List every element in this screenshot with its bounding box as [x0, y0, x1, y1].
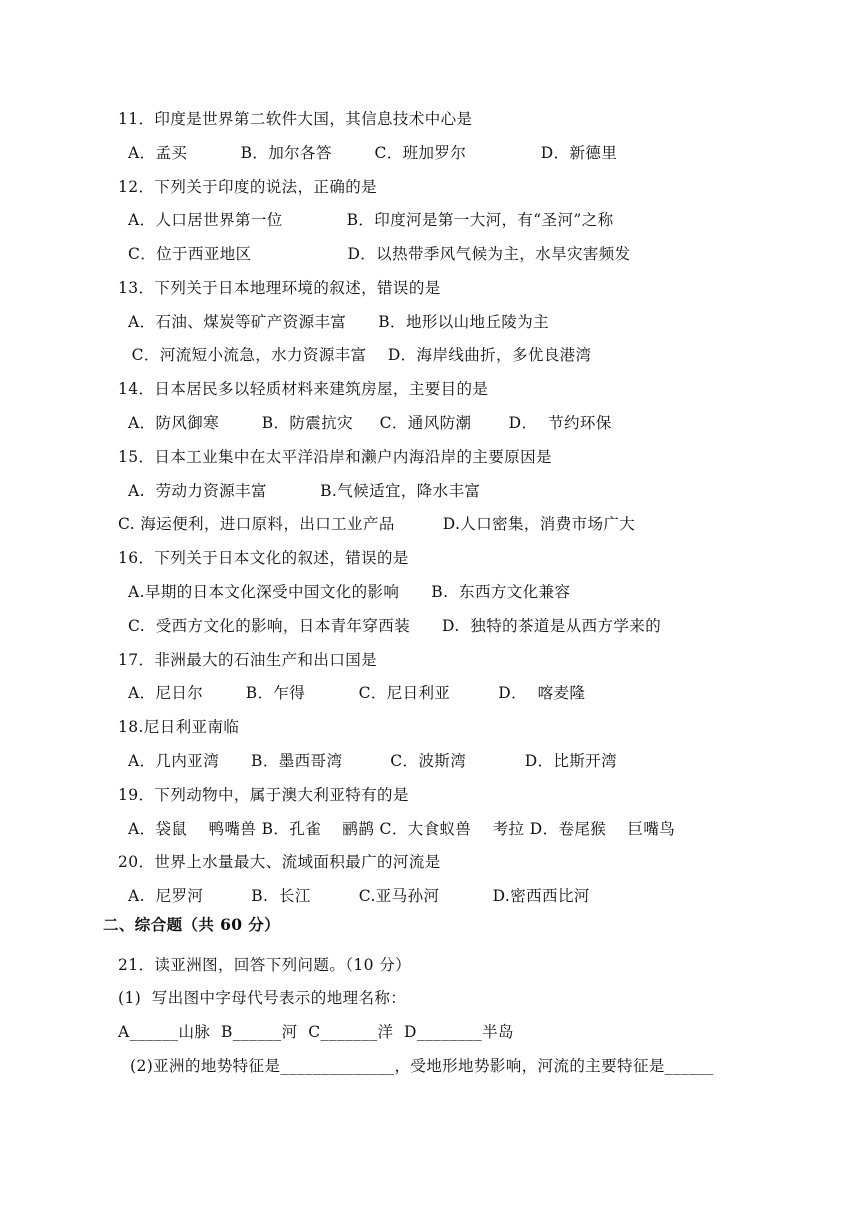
question-21-part-1-blanks: A______山脉 B______河 C_______洋 D________半岛 [118, 1023, 514, 1041]
question-20-stem: 20．世界上水量最大、流域面积最广的河流是 [118, 853, 441, 871]
question-11-stem: 11．印度是世界第二软件大国，其信息技术中心是 [118, 110, 473, 128]
question-12-options-1: A．人口居世界第一位 B．印度河是第一大河，有“圣河”之称 [128, 211, 614, 229]
question-18-stem: 18.尼日利亚南临 [118, 718, 240, 736]
question-17-options: A．尼日尔 B．乍得 C．尼日利亚 D． 喀麦隆 [128, 684, 586, 702]
question-17-stem: 17．非洲最大的石油生产和出口国是 [118, 651, 378, 669]
question-14-stem: 14．日本居民多以轻质材料来建筑房屋，主要目的是 [118, 380, 489, 398]
question-21-part-2: (2)亚洲的地势特征是______________，受地形地势影响，河流的主要特征是______ [130, 1057, 714, 1075]
question-16-options-2: C. 受西方文化的影响，日本青年穿西装 D. 独特的茶道是从西方学来的 [128, 617, 662, 635]
question-12-options-2: C．位于西亚地区 D．以热带季风气候为主，水旱灾害频发 [128, 245, 631, 263]
question-13-stem: 13．下列关于日本地理环境的叙述，错误的是 [118, 279, 441, 297]
question-21-part-1: (1) 写出图中字母代号表示的地理名称： [118, 989, 407, 1007]
question-16-options-1: A.早期的日本文化深受中国文化的影响 B. 东西方文化兼容 [128, 583, 571, 601]
question-19-stem: 19．下列动物中，属于澳大利亚特有的是 [118, 786, 409, 804]
question-18-options: A．几内亚湾 B．墨西哥湾 C．波斯湾 D．比斯开湾 [128, 752, 618, 770]
question-13-options-2: C．河流短小流急，水力资源丰富 D．海岸线曲折，多优良港湾 [121, 346, 592, 364]
question-20-options: A. 尼罗河 B. 长江 C.亚马孙河 D.密西西比河 [128, 887, 590, 905]
question-21-stem: 21．读亚洲图，回答下列问题。（10 分） [118, 956, 412, 974]
question-16-stem: 16．下列关于日本文化的叙述，错误的是 [118, 549, 409, 567]
question-14-options: A．防风御寒 B．防震抗灾 C．通风防潮 D． 节约环保 [128, 414, 612, 432]
question-15-stem: 15．日本工业集中在太平洋沿岸和濑户内海沿岸的主要原因是 [118, 448, 552, 466]
question-13-options-1: A．石油、煤炭等矿产资源丰富 B．地形以山地丘陵为主 [128, 313, 550, 331]
question-15-options-2: C. 海运便利，进口原料，出口工业产品 D.人口密集，消费市场广大 [118, 515, 636, 533]
question-15-options-1: A. 劳动力资源丰富 B.气候适宜，降水丰富 [128, 482, 481, 500]
section-heading: 二、综合题（共 60 分） [103, 915, 281, 934]
question-11-options: A．孟买 B．加尔各答 C．班加罗尔 D．新德里 [128, 144, 618, 162]
question-19-options: A．袋鼠 鸭嘴兽 B．孔雀 鹂鹋 C．大食蚁兽 考拉 D．卷尾猴 巨嘴鸟 [128, 820, 676, 838]
question-12-stem: 12．下列关于印度的说法，正确的是 [118, 178, 378, 196]
